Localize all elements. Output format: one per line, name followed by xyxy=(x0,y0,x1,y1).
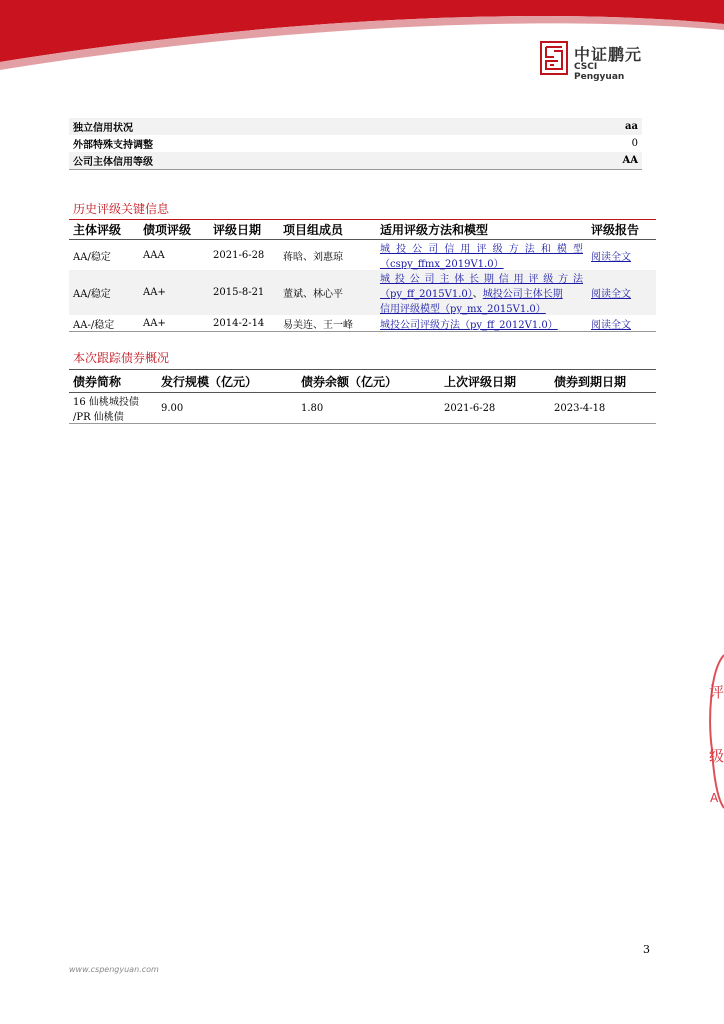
bond-rating: AA+ xyxy=(139,315,209,332)
table-row xyxy=(69,152,642,170)
rating-date: 2014-2-14 xyxy=(209,315,279,332)
stamp-char: 级 xyxy=(709,747,724,765)
rating-history-table xyxy=(69,219,656,332)
read-report-link[interactable]: 阅读全文 xyxy=(591,251,631,263)
method-link[interactable]: （py_ff_2015V1.0） xyxy=(380,289,473,300)
row-label: 外部特殊支持调整 xyxy=(73,140,153,151)
method-link[interactable]: 城投公司主体长期信用评级方法 xyxy=(380,274,583,285)
method-cell xyxy=(376,270,587,315)
col-header: 上次评级日期 xyxy=(440,370,550,393)
credit-summary-table xyxy=(69,118,642,170)
bond-rating: AA+ xyxy=(139,270,209,315)
history-section-title: 历史评级关键信息 xyxy=(73,202,170,216)
table-row xyxy=(69,393,656,424)
read-report-link[interactable]: 阅读全文 xyxy=(591,289,631,300)
table-header-row xyxy=(69,370,656,393)
tracked-bonds-table xyxy=(69,369,656,424)
row-value: 0 xyxy=(631,138,638,149)
col-header: 债项评级 xyxy=(139,220,209,240)
table-row xyxy=(69,135,642,152)
issuer-rating: AA-/稳定 xyxy=(69,315,139,332)
bonds-section-title: 本次跟踪债券概况 xyxy=(73,351,170,365)
read-report-link[interactable]: 阅读全文 xyxy=(591,319,631,331)
team-members: 易美连、王一峰 xyxy=(279,315,376,332)
col-header: 项目组成员 xyxy=(279,220,376,240)
row-value: AA xyxy=(521,152,642,170)
page-number: 3 xyxy=(643,943,650,956)
bond-balance: 1.80 xyxy=(297,393,440,424)
rating-seal-stamp xyxy=(706,650,724,810)
table-header-row xyxy=(69,220,656,240)
issuer-rating: AA/稳定 xyxy=(69,270,139,315)
col-header: 债券余额（亿元） xyxy=(297,370,440,393)
rating-date: 2021-6-28 xyxy=(209,240,279,271)
last-rating-date: 2021-6-28 xyxy=(440,393,550,424)
col-header: 适用评级方法和模型 xyxy=(376,220,587,240)
col-header: 债券到期日期 xyxy=(550,370,656,393)
col-header: 评级日期 xyxy=(209,220,279,240)
method-cell xyxy=(376,315,587,332)
stamp-char: A xyxy=(710,791,719,805)
method-link[interactable]: 城投公司主体长期 xyxy=(482,289,563,300)
brand-name-en: CSCI Pengyuan xyxy=(574,62,625,82)
table-row xyxy=(69,240,656,271)
col-header: 主体评级 xyxy=(69,220,139,240)
method-link[interactable]: 信用评级模型（py_mx_2015V1.0） xyxy=(380,304,546,315)
rating-date: 2015-8-21 xyxy=(209,270,279,315)
bond-name xyxy=(69,393,157,424)
method-link[interactable]: 城投公司评级方法（py_ff_2012V1.0） xyxy=(380,319,558,331)
bond-rating: AAA xyxy=(139,240,209,271)
row-value: aa xyxy=(521,118,642,135)
method-link[interactable]: 城投公司信用评级方法和模型 xyxy=(380,244,583,255)
bond-name-line: /PR 仙桃债 xyxy=(73,412,124,423)
brand-name-cn: 中证鹏元 xyxy=(574,45,643,64)
maturity-date: 2023-4-18 xyxy=(550,393,656,424)
brand-logo xyxy=(540,41,650,82)
stamp-char: 评 xyxy=(709,683,724,701)
bond-name-line: 16 仙桃城投债 xyxy=(73,397,139,408)
method-link[interactable]: （cspy_ffmx_2019V1.0） xyxy=(380,259,504,270)
footer-website: www.cspengyuan.com xyxy=(69,965,159,974)
table-row xyxy=(69,315,656,332)
col-header: 评级报告 xyxy=(587,220,656,240)
method-cell xyxy=(376,240,587,271)
table-row xyxy=(69,270,656,315)
team-members: 董斌、林心平 xyxy=(279,270,376,315)
col-header: 债券简称 xyxy=(69,370,157,393)
pengyuan-seal-icon xyxy=(540,41,568,75)
team-members: 蒋晗、刘惠琼 xyxy=(279,240,376,271)
col-header: 发行规模（亿元） xyxy=(157,370,297,393)
row-label: 公司主体信用等级 xyxy=(69,152,521,170)
issue-size: 9.00 xyxy=(157,393,297,424)
row-label: 独立信用状况 xyxy=(69,118,521,135)
method-separator: 、 xyxy=(472,289,483,300)
table-row xyxy=(69,118,642,135)
issuer-rating: AA/稳定 xyxy=(69,240,139,271)
